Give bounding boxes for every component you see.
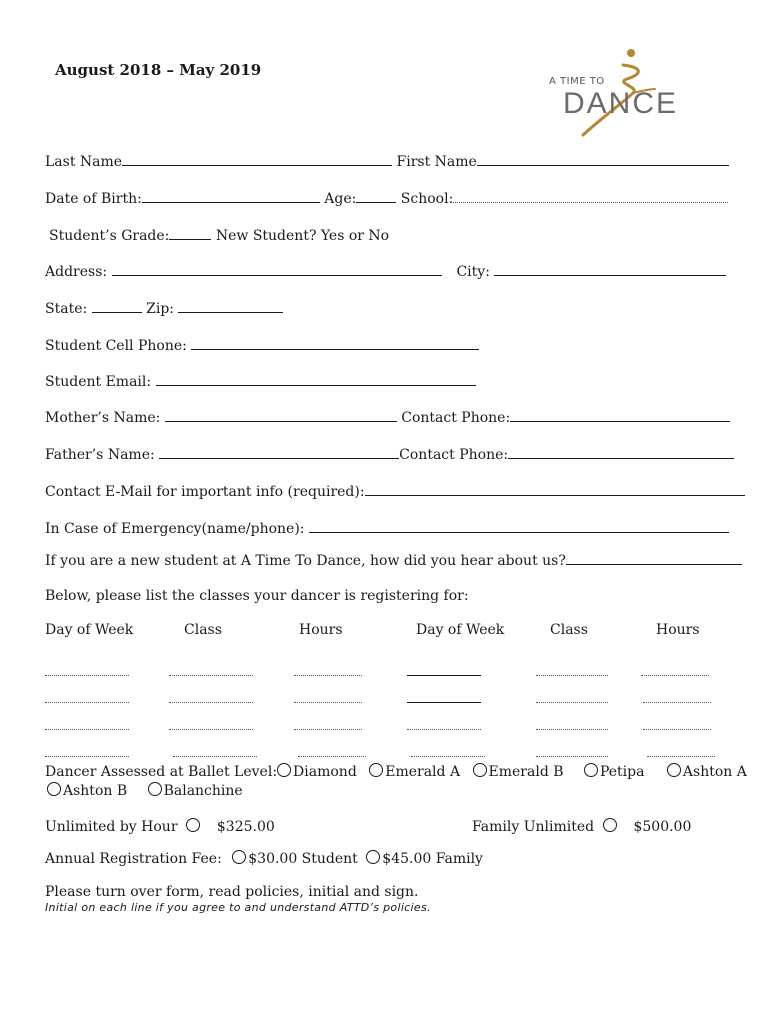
- grade-field[interactable]: [169, 226, 211, 240]
- last-name-label: Last Name: [45, 154, 123, 170]
- table-cell[interactable]: [536, 689, 608, 703]
- contact-email-label: Contact E-Mail for important info (required):: [45, 484, 365, 500]
- radio-diamond[interactable]: [277, 763, 291, 777]
- ballet-option-label: Ashton B: [63, 783, 128, 799]
- table-cell[interactable]: [45, 662, 129, 676]
- email-label: Student Email:: [45, 374, 152, 390]
- logo-small-text: A TIME TO: [549, 76, 605, 87]
- table-cell[interactable]: [294, 662, 362, 676]
- radio-family-unlimited[interactable]: [603, 818, 617, 832]
- state-label: State:: [45, 301, 88, 317]
- classes-table-rows: [45, 662, 725, 752]
- table-cell[interactable]: [298, 743, 366, 757]
- school-field[interactable]: [453, 189, 728, 203]
- dob-label: Date of Birth:: [45, 191, 142, 207]
- state-field[interactable]: [92, 299, 142, 313]
- table-cell[interactable]: [411, 743, 485, 757]
- radio-unlimited-hour[interactable]: [186, 818, 200, 832]
- radio-ashton-b[interactable]: [47, 782, 61, 796]
- table-cell[interactable]: [407, 662, 481, 676]
- radio-ashton-a[interactable]: [667, 763, 681, 777]
- reg-fee-label: Annual Registration Fee:: [45, 851, 222, 867]
- ballet-option-label: Emerald B: [488, 764, 564, 780]
- unlimited-hour-price: $325.00: [216, 819, 275, 835]
- table-cell[interactable]: [45, 689, 129, 703]
- mother-phone-label: Contact Phone:: [401, 410, 511, 426]
- table-cell[interactable]: [643, 689, 711, 703]
- logo-big-text: DANCE: [563, 87, 679, 120]
- table-cell[interactable]: [169, 716, 253, 730]
- first-name-field[interactable]: [477, 152, 729, 166]
- family-unlimited-label: Family Unlimited: [472, 819, 595, 835]
- address-label: Address:: [45, 264, 108, 280]
- table-cell[interactable]: [647, 743, 715, 757]
- table-cell[interactable]: [641, 662, 709, 676]
- student-fee-label: $30.00 Student: [248, 851, 358, 867]
- radio-balanchine[interactable]: [148, 782, 162, 796]
- table-cell[interactable]: [169, 662, 253, 676]
- mother-field[interactable]: [165, 408, 397, 422]
- school-label: School:: [400, 191, 454, 207]
- table-cell[interactable]: [536, 716, 608, 730]
- th-day-2: Day of Week: [416, 622, 505, 638]
- radio-emerald-a[interactable]: [369, 763, 383, 777]
- table-cell[interactable]: [173, 743, 257, 757]
- age-field[interactable]: [356, 189, 396, 203]
- emergency-label: In Case of Emergency(name/phone):: [45, 521, 305, 537]
- email-field[interactable]: [156, 372, 476, 386]
- table-cell[interactable]: [294, 716, 362, 730]
- father-field[interactable]: [159, 445, 399, 459]
- ballet-option-label: Diamond: [293, 764, 357, 780]
- table-cell[interactable]: [643, 716, 711, 730]
- hear-label: If you are a new student at A Time To Dance, how did you hear about us?: [45, 553, 566, 569]
- radio-family-fee[interactable]: [366, 850, 380, 864]
- city-label: City:: [456, 264, 490, 280]
- last-name-field[interactable]: [122, 152, 392, 166]
- ballet-level-label: Dancer Assessed at Ballet Level:: [45, 764, 278, 780]
- th-class-1: Class: [184, 622, 222, 638]
- hear-field[interactable]: [566, 551, 742, 565]
- family-fee-label: $45.00 Family: [382, 851, 483, 867]
- table-cell[interactable]: [45, 716, 129, 730]
- initial-instruction: Initial on each line if you agree to and understand ATTD’s policies.: [45, 901, 431, 914]
- mother-label: Mother’s Name:: [45, 410, 161, 426]
- zip-label: Zip:: [146, 301, 174, 317]
- radio-emerald-b[interactable]: [473, 763, 487, 777]
- table-cell[interactable]: [169, 689, 253, 703]
- age-label: Age:: [324, 191, 357, 207]
- table-cell[interactable]: [45, 743, 129, 757]
- ballet-option-label: Ashton A: [682, 764, 747, 780]
- zip-field[interactable]: [178, 299, 283, 313]
- season-title: August 2018 – May 2019: [55, 61, 262, 79]
- emergency-field[interactable]: [309, 519, 729, 533]
- mother-phone-field[interactable]: [510, 408, 730, 422]
- grade-label: Student’s Grade:: [49, 228, 170, 244]
- radio-student-fee[interactable]: [232, 850, 246, 864]
- ballet-option-label: Petipa: [599, 764, 645, 780]
- first-name-label: First Name: [396, 154, 477, 170]
- address-field[interactable]: [112, 262, 442, 276]
- logo: [545, 45, 705, 140]
- th-hours-2: Hours: [656, 622, 700, 638]
- th-day-1: Day of Week: [45, 622, 134, 638]
- unlimited-hour-label: Unlimited by Hour: [45, 819, 178, 835]
- radio-petipa[interactable]: [584, 763, 598, 777]
- turn-over-instruction: Please turn over form, read policies, initial and sign.: [45, 884, 419, 900]
- table-cell[interactable]: [536, 743, 608, 757]
- father-phone-label: Contact Phone:: [399, 447, 509, 463]
- th-hours-1: Hours: [299, 622, 343, 638]
- classes-instruction: Below, please list the classes your dancer is registering for:: [45, 588, 469, 604]
- ballet-option-label: Emerald A: [385, 764, 461, 780]
- new-student-label: New Student? Yes or No: [215, 228, 390, 244]
- family-unlimited-price: $500.00: [633, 819, 692, 835]
- table-cell[interactable]: [407, 716, 481, 730]
- table-cell[interactable]: [407, 689, 481, 703]
- cell-label: Student Cell Phone:: [45, 338, 187, 354]
- father-phone-field[interactable]: [508, 445, 734, 459]
- ballet-option-label: Balanchine: [163, 783, 243, 799]
- city-field[interactable]: [494, 262, 726, 276]
- th-class-2: Class: [550, 622, 588, 638]
- dob-field[interactable]: [142, 189, 320, 203]
- contact-email-field[interactable]: [365, 482, 745, 496]
- table-cell[interactable]: [294, 689, 362, 703]
- table-cell[interactable]: [536, 662, 608, 676]
- cell-field[interactable]: [191, 336, 479, 350]
- father-label: Father’s Name:: [45, 447, 155, 463]
